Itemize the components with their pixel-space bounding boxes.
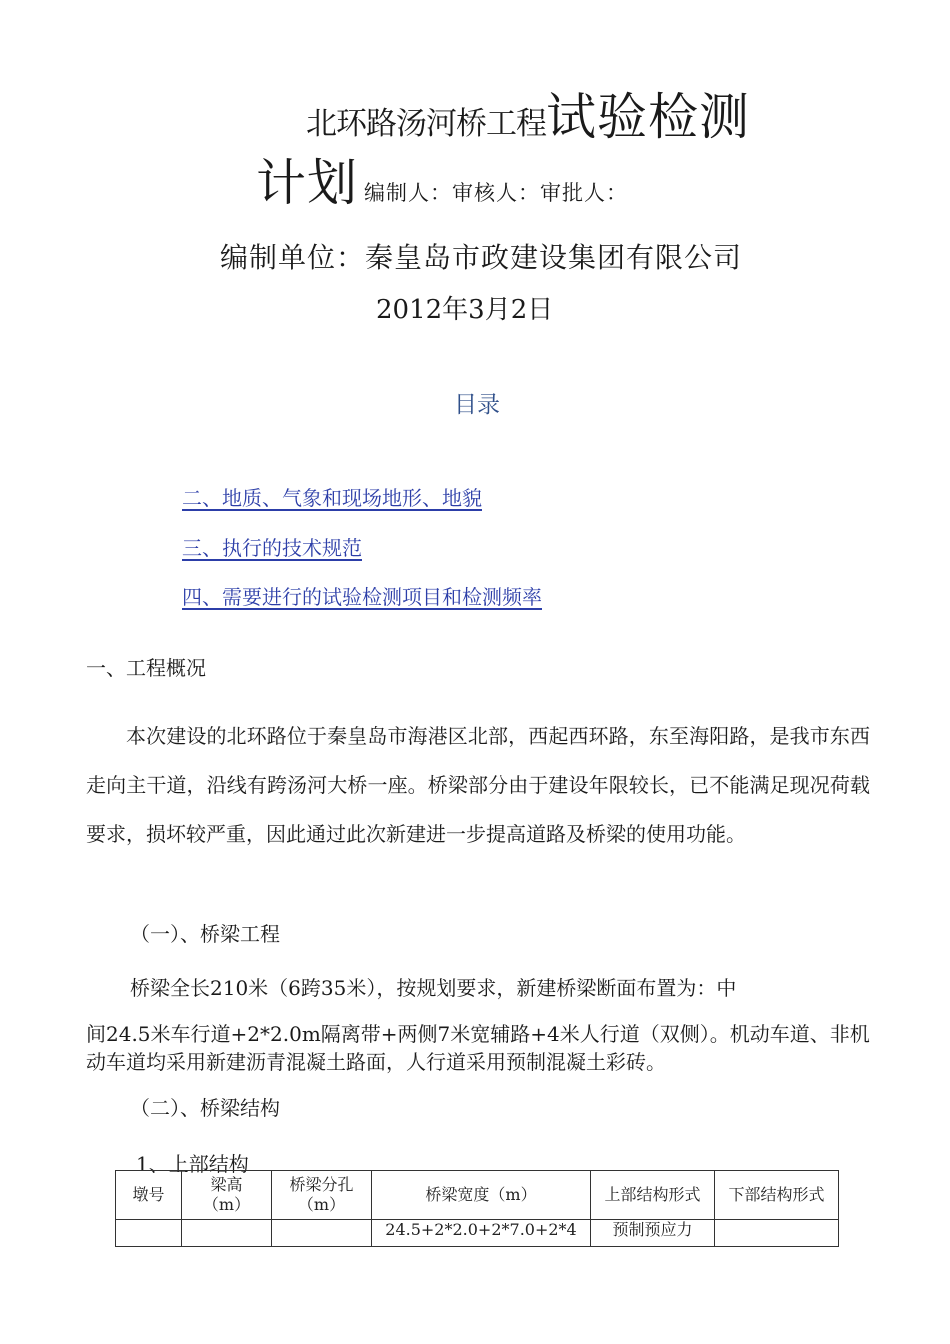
- section-heading-overview: 一、工程概况: [86, 656, 206, 680]
- cell-beam-height: [182, 1220, 272, 1247]
- bridge-works-paragraph-line1: 桥梁全长210米（6跨35米），按规划要求，新建桥梁断面布置为：中: [130, 976, 737, 1000]
- header-beam-height: 梁高（m）: [182, 1171, 272, 1220]
- toc-link-test-items[interactable]: 四、需要进行的试验检测项目和检测频率: [182, 585, 542, 609]
- item-superstructure: 1、上部结构: [136, 1152, 249, 1176]
- table-row: [116, 1220, 839, 1247]
- toc-title: 目录: [454, 392, 500, 418]
- document-date: 2012年3月2日: [376, 295, 554, 325]
- title-part1: 北环路汤河桥工程: [306, 106, 546, 142]
- cell-bridge-width: 24.5+2*2.0+2*7.0+2*4: [372, 1220, 591, 1247]
- toc-link-geology[interactable]: 二、地质、气象和现场地形、地貌: [182, 486, 482, 510]
- roles-line: 编制人：审核人：审批人：: [364, 181, 628, 205]
- document-title-line2: [256, 154, 628, 212]
- cell-superstructure-type: 预制预应力: [591, 1220, 715, 1247]
- subsection-heading-bridge-structure: （二）、桥梁结构: [130, 1096, 280, 1120]
- cell-substructure-type: [715, 1220, 839, 1247]
- toc-link-standards[interactable]: 三、执行的技术规范: [182, 536, 362, 560]
- title-part3: 计划: [256, 154, 358, 212]
- organization-unit: 编制单位：秦皇岛市政建设集团有限公司: [220, 241, 743, 274]
- table-header-row: [116, 1171, 839, 1220]
- header-superstructure-type: 上部结构形式: [591, 1171, 715, 1220]
- header-pier-no: 墩号: [116, 1171, 182, 1220]
- cell-span-division: [272, 1220, 372, 1247]
- header-bridge-width: 桥梁宽度（m）: [372, 1171, 591, 1220]
- cell-pier-no: [116, 1220, 182, 1247]
- bridge-works-paragraph-rest: 间24.5米车行道+2*2.0m隔离带+两侧7米宽辅路+4米人行道（双侧）。机动车道、非机动车道均采用新建沥青混凝土路面，人行道采用预制混凝土彩砖。: [86, 1022, 870, 1074]
- overview-paragraph: 本次建设的北环路位于秦皇岛市海港区北部，西起西环路，东至海阳路，是我市东西走向主干道，沿线有跨汤河大桥一座。桥梁部分由于建设年限较长，已不能满足现况荷载要求，损坏较严重，因此通过此次新建进一步提高道路及桥梁的使用功能。: [86, 724, 870, 846]
- subsection-heading-bridge-works: （一）、桥梁工程: [130, 922, 280, 946]
- document-title-line1: [306, 88, 750, 146]
- header-substructure-type: 下部结构形式: [715, 1171, 839, 1220]
- title-part2: 试验检测: [546, 88, 750, 146]
- header-span-division: 桥梁分孔（m）: [272, 1171, 372, 1220]
- bridge-structure-table: [115, 1170, 839, 1247]
